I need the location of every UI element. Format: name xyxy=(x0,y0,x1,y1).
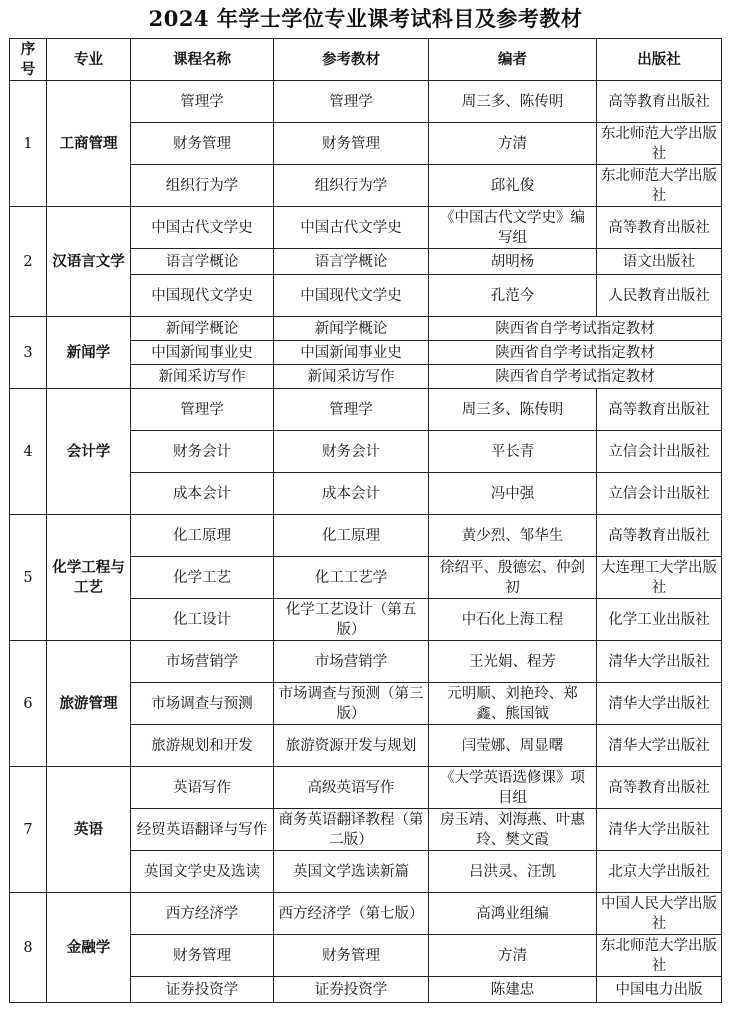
publisher-name: 高等教育出版社 xyxy=(597,767,722,809)
row-index: 2 xyxy=(10,207,47,317)
publisher-name: 东北师范大学出版社 xyxy=(597,165,722,207)
author-name: 《中国古代文学史》编写组 xyxy=(429,207,597,249)
author-name: 吕洪灵、汪凯 xyxy=(429,851,597,893)
textbook-name: 管理学 xyxy=(274,81,429,123)
table-row xyxy=(10,389,722,431)
publisher-name: 高等教育出版社 xyxy=(597,81,722,123)
textbook-name: 财务会计 xyxy=(274,431,429,473)
textbook-name: 中国现代文学史 xyxy=(274,275,429,317)
course-name: 英国文学史及选读 xyxy=(131,851,274,893)
textbook-name: 化学工艺设计（第五版） xyxy=(274,599,429,641)
course-name: 中国古代文学史 xyxy=(131,207,274,249)
row-index: 5 xyxy=(10,515,47,641)
publisher-name: 语文出版社 xyxy=(597,249,722,275)
course-name: 化学工艺 xyxy=(131,557,274,599)
publisher-name: 北京大学出版社 xyxy=(597,851,722,893)
textbook-name: 市场调查与预测（第三版） xyxy=(274,683,429,725)
major-name: 旅游管理 xyxy=(47,641,131,767)
course-name: 英语写作 xyxy=(131,767,274,809)
author-name: 元明顺、刘艳玲、郑鑫、熊国钺 xyxy=(429,683,597,725)
author-name: 冯中强 xyxy=(429,473,597,515)
course-name: 市场营销学 xyxy=(131,641,274,683)
author-name: 徐绍平、殷德宏、仲剑初 xyxy=(429,557,597,599)
course-name: 市场调查与预测 xyxy=(131,683,274,725)
course-name: 经贸英语翻译与写作 xyxy=(131,809,274,851)
publisher-name: 人民教育出版社 xyxy=(597,275,722,317)
row-index: 4 xyxy=(10,389,47,515)
course-name: 旅游规划和开发 xyxy=(131,725,274,767)
publisher-name: 东北师范大学出版社 xyxy=(597,123,722,165)
course-name: 管理学 xyxy=(131,81,274,123)
merged-note: 陕西省自学考试指定教材 xyxy=(429,317,722,341)
author-name: 陈建忠 xyxy=(429,977,597,1003)
course-name: 成本会计 xyxy=(131,473,274,515)
publisher-name: 高等教育出版社 xyxy=(597,207,722,249)
author-name: 中石化上海工程 xyxy=(429,599,597,641)
author-name: 周三多、陈传明 xyxy=(429,81,597,123)
publisher-name: 中国电力出版 xyxy=(597,977,722,1003)
textbook-name: 西方经济学（第七版） xyxy=(274,893,429,935)
course-name: 组织行为学 xyxy=(131,165,274,207)
textbook-name: 证券投资学 xyxy=(274,977,429,1003)
merged-note: 陕西省自学考试指定教材 xyxy=(429,341,722,365)
course-name: 新闻采访写作 xyxy=(131,365,274,389)
table-row xyxy=(10,893,722,935)
textbook-name: 管理学 xyxy=(274,389,429,431)
author-name: 王光娟、程芳 xyxy=(429,641,597,683)
author-name: 高鸿业组编 xyxy=(429,893,597,935)
author-name: 方清 xyxy=(429,935,597,977)
textbook-name: 新闻学概论 xyxy=(274,317,429,341)
course-name: 语言学概论 xyxy=(131,249,274,275)
table-row xyxy=(10,81,722,123)
row-index: 7 xyxy=(10,767,47,893)
major-name: 工商管理 xyxy=(47,81,131,207)
row-index: 6 xyxy=(10,641,47,767)
header-course: 课程名称 xyxy=(131,39,274,81)
course-name: 化工原理 xyxy=(131,515,274,557)
header-textbook: 参考教材 xyxy=(274,39,429,81)
publisher-name: 化学工业出版社 xyxy=(597,599,722,641)
author-name: 胡明杨 xyxy=(429,249,597,275)
textbook-name: 财务管理 xyxy=(274,935,429,977)
course-name: 财务管理 xyxy=(131,123,274,165)
author-name: 孔范今 xyxy=(429,275,597,317)
course-name: 西方经济学 xyxy=(131,893,274,935)
publisher-name: 清华大学出版社 xyxy=(597,725,722,767)
merged-note: 陕西省自学考试指定教材 xyxy=(429,365,722,389)
table-row xyxy=(10,207,722,249)
major-name: 会计学 xyxy=(47,389,131,515)
textbook-name: 高级英语写作 xyxy=(274,767,429,809)
publisher-name: 中国人民大学出版社 xyxy=(597,893,722,935)
table-row xyxy=(10,515,722,557)
publisher-name: 清华大学出版社 xyxy=(597,641,722,683)
author-name: 房玉靖、刘海燕、叶惠玲、樊文霞 xyxy=(429,809,597,851)
header-major: 专业 xyxy=(47,39,131,81)
textbook-name: 商务英语翻译教程（第二版） xyxy=(274,809,429,851)
author-name: 闫莹娜、周显曙 xyxy=(429,725,597,767)
header-row xyxy=(10,39,722,81)
publisher-name: 东北师范大学出版社 xyxy=(597,935,722,977)
textbook-name: 中国古代文学史 xyxy=(274,207,429,249)
course-name: 中国现代文学史 xyxy=(131,275,274,317)
course-name: 管理学 xyxy=(131,389,274,431)
header-index: 序号 xyxy=(10,39,47,81)
course-name: 化工设计 xyxy=(131,599,274,641)
publisher-name: 高等教育出版社 xyxy=(597,389,722,431)
textbook-name: 财务管理 xyxy=(274,123,429,165)
course-name: 中国新闻事业史 xyxy=(131,341,274,365)
header-publisher: 出版社 xyxy=(597,39,722,81)
textbook-name: 语言学概论 xyxy=(274,249,429,275)
publisher-name: 大连理工大学出版社 xyxy=(597,557,722,599)
row-index: 3 xyxy=(10,317,47,389)
course-name: 财务管理 xyxy=(131,935,274,977)
textbook-name: 成本会计 xyxy=(274,473,429,515)
course-name: 证券投资学 xyxy=(131,977,274,1003)
author-name: 平长青 xyxy=(429,431,597,473)
textbook-name: 化工工艺学 xyxy=(274,557,429,599)
major-name: 汉语言文学 xyxy=(47,207,131,317)
author-name: 邱礼俊 xyxy=(429,165,597,207)
textbook-name: 化工原理 xyxy=(274,515,429,557)
author-name: 黄少烈、邹华生 xyxy=(429,515,597,557)
header-author: 编者 xyxy=(429,39,597,81)
major-name: 英语 xyxy=(47,767,131,893)
table-row xyxy=(10,317,722,341)
table-row xyxy=(10,641,722,683)
publisher-name: 清华大学出版社 xyxy=(597,683,722,725)
publisher-name: 立信会计出版社 xyxy=(597,431,722,473)
textbook-name: 市场营销学 xyxy=(274,641,429,683)
major-name: 化学工程与工艺 xyxy=(47,515,131,641)
table-row xyxy=(10,767,722,809)
course-name: 财务会计 xyxy=(131,431,274,473)
textbook-name: 组织行为学 xyxy=(274,165,429,207)
major-name: 金融学 xyxy=(47,893,131,1003)
author-name: 《大学英语选修课》项目组 xyxy=(429,767,597,809)
course-table xyxy=(9,38,722,1003)
publisher-name: 高等教育出版社 xyxy=(597,515,722,557)
textbook-name: 中国新闻事业史 xyxy=(274,341,429,365)
publisher-name: 立信会计出版社 xyxy=(597,473,722,515)
row-index: 8 xyxy=(10,893,47,1003)
page-title: 2024 年学士学位专业课考试科目及参考教材 xyxy=(148,6,583,31)
textbook-name: 英国文学选读新篇 xyxy=(274,851,429,893)
textbook-name: 新闻采访写作 xyxy=(274,365,429,389)
publisher-name: 清华大学出版社 xyxy=(597,809,722,851)
row-index: 1 xyxy=(10,81,47,207)
course-name: 新闻学概论 xyxy=(131,317,274,341)
author-name: 方清 xyxy=(429,123,597,165)
textbook-name: 旅游资源开发与规划 xyxy=(274,725,429,767)
major-name: 新闻学 xyxy=(47,317,131,389)
author-name: 周三多、陈传明 xyxy=(429,389,597,431)
